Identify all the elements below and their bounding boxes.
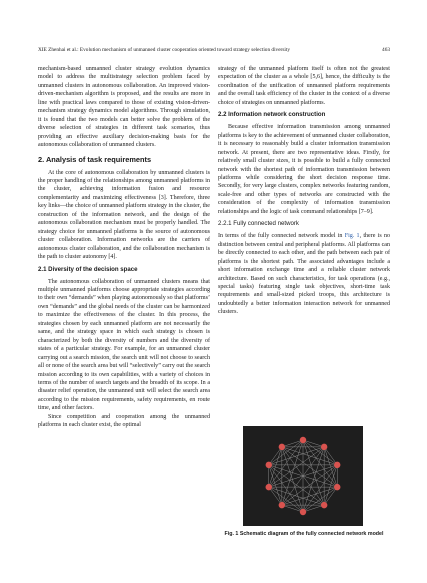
paragraph: Since competition and cooperation among the unmanned platforms in each cluster exist, the optimal xyxy=(38,413,210,429)
subsection-heading: 2.2 Information network construction xyxy=(218,111,326,119)
paragraph: The autonomous collaboration of unmanned clusters means that multiple unmanned platforms choose appropriate strategies according to their own “demands” when playing autonomously so that platforms’ own “demands” and the global needs of the cluster can be harmonized to maximize the effectiveness of the cluster. In this process, the strategies chosen by each unmanned platform are not necessarily the same, and the strategy space in which each strategy is chosen is characterized by both the diversity of numbers and the diversity of states of a particular strategy. For example, for an unmanned cluster carrying out a search mission, the search unit will not choose to search all or none of the search area but will “selectively” carry out the search mission according to its own capabilities, with a variety of choices in terms of the number of search targets and the breadth of its scope. In a disaster relief operation, the unmanned unit will select the search area according to the mission requirements, safety requirements, en route time, and other factors. xyxy=(38,278,210,412)
network-node xyxy=(334,484,340,490)
network-node xyxy=(334,462,340,468)
section-heading: 2. Analysis of task requirements xyxy=(38,154,152,164)
paragraph-text: In terms of the fully connected network model in xyxy=(218,233,345,240)
network-node xyxy=(300,509,306,515)
network-node xyxy=(266,462,272,468)
paragraph: Because effective information transmission among unmanned platforms is key to the achievement of unmanned cluster collaboration, it is necessary to reasonably build a cluster information transmission network. At present, there are two representative ideas. Firstly, for relatively small cluster sizes, it is possible to build a fully connected network with the shortest path of information transmission between platforms while considering the short decision response time. Secondly, for very large clusters, complex networks featuring random, scale-free and other types of networks are constructed with the consideration of the complexity of information transmission relationships and the logic of task command relationships [7–9]. xyxy=(218,124,390,215)
right-column xyxy=(218,65,390,317)
paragraph xyxy=(218,232,390,317)
paragraph: At the core of autonomous collaboration by unmanned clusters is the proper handling of the relationships among unmanned platforms in the cluster, achieving information fusion and resource complementarity and maximizing effectiveness [3]. Therefore, three key links—the choice of unmanned platform strategy in the cluster, the construction of the information network, and the design of the autonomous collaboration mechanism must be properly handled. The strategy choice for unmanned platforms is the source of autonomous cluster collaboration. Information networks are the carriers of autonomous cluster collaboration, and the collaboration mechanism is the path to cluster autonomy [4]. xyxy=(38,169,210,261)
network-edge xyxy=(269,465,324,505)
left-column xyxy=(38,65,210,430)
paragraph: mechanism-based unmanned cluster strategy evolution dynamics model to address the multistrategy selection problem faced by unmanned clusters in autonomous collaboration. An improved vision-driven-mechanism algorithm is proposed, and the results are more in line with practical laws compared to those of existing vision-driven-mechanism strategy dynamics model algorithms. Through simulation, it is found that the two models can better solve the problem of the diverse selection of strategies in different task scenarios, thus providing an effective auxiliary decision-making basis for the autonomous collaboration of unmanned clusters. xyxy=(38,66,210,149)
subsection-heading: 2.1 Diversity of the decision space xyxy=(38,265,138,273)
network-edge xyxy=(269,487,282,505)
network-node xyxy=(321,502,327,508)
network-node xyxy=(279,444,285,450)
network-edge xyxy=(324,487,337,505)
network-edge xyxy=(282,440,303,447)
paragraph-text: , there is no distinction between central and peripheral platforms. All platforms can be directly connected to each other, and the path between each pair of platforms is the shortest path. The associated advantages include a short information exchange time and a reliable cluster network architecture. Based on such characteristics, for task operations (e.g., special tasks) featuring single task objectives, short-time task requirements and small-sized picked troops, this architecture is undoubtedly a better information interaction network for unmanned clusters. xyxy=(218,233,390,316)
figure-fully-connected-network xyxy=(243,426,363,526)
figure-caption: Fig. 1 Schematic diagram of the fully connected network model xyxy=(224,531,384,537)
network-edge xyxy=(282,447,337,487)
network-edge xyxy=(269,447,282,465)
subsubsection-heading: 2.2.1 Fully connected network xyxy=(218,220,299,228)
network-diagram xyxy=(243,426,363,526)
network-edge xyxy=(282,447,303,512)
network-edge xyxy=(324,447,337,465)
network-edge xyxy=(303,505,324,512)
network-edge xyxy=(269,487,303,512)
network-node xyxy=(266,484,272,490)
network-edge xyxy=(282,447,337,465)
network-edge xyxy=(303,440,324,447)
network-node xyxy=(300,437,306,443)
page-number: 463 xyxy=(382,47,390,53)
network-edge xyxy=(282,505,303,512)
network-node xyxy=(279,502,285,508)
figure-reference-link[interactable]: Fig. 1 xyxy=(344,233,360,240)
running-header xyxy=(38,47,390,54)
network-node xyxy=(321,444,327,450)
paragraph: strategy of the unmanned platform itself is often not the greatest expectation of the cluster as a whole [5,6], hence, the difficulty is the coordination of the unification of unmanned platform requirements and the overall task efficiency of the cluster in the context of a diverse choice of strategies on unmanned platforms. xyxy=(218,66,390,106)
running-title: XIE Zhenhai et al.: Evolution mechanism of unmanned cluster cooperation oriented toward strategy selection diversity xyxy=(38,47,290,53)
